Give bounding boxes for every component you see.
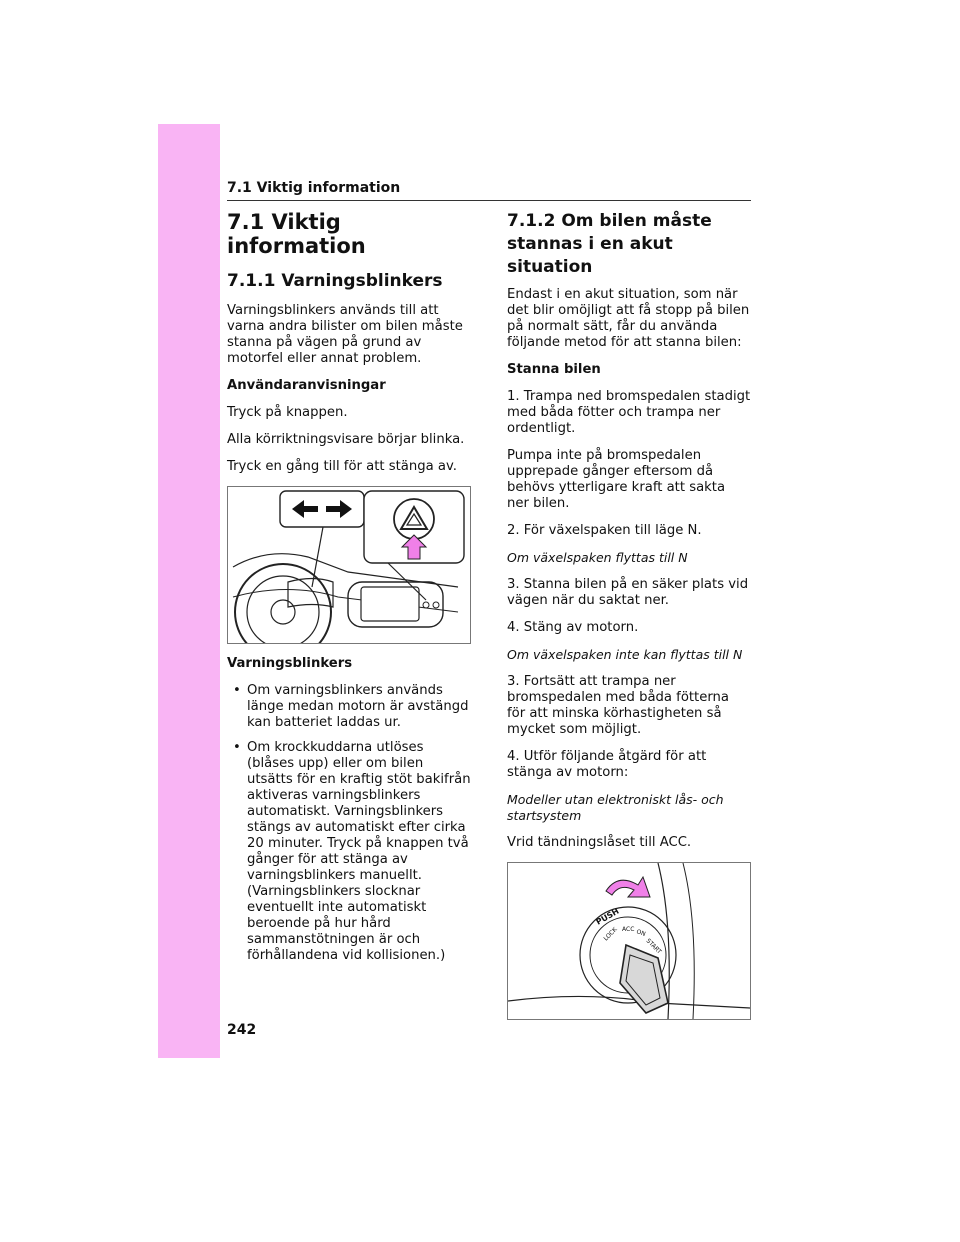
- section-title: 7.1 Viktig information: [227, 210, 366, 258]
- left-column: [227, 210, 471, 973]
- step-4a: 4. Stäng av motorn.: [507, 620, 639, 635]
- case-heading-2: Om växelspaken inte kan flyttas till N: [507, 647, 743, 662]
- case-heading-1: Om växelspaken flyttas till N: [507, 550, 688, 565]
- ignition-figure: [507, 862, 751, 1020]
- note-item: • Om varningsblinkers används länge medan motorn är avstängd kan batteriet laddas ur.: [239, 683, 471, 731]
- case-heading-3: Modeller utan elektroniskt lås- och startsystem: [507, 792, 724, 823]
- step-2: 2. För växelspaken till läge N.: [507, 523, 702, 538]
- header-rule: [227, 200, 751, 201]
- start-label: START: [644, 937, 663, 956]
- instruction-2: Alla körriktningsvisare börjar blinka.: [227, 432, 465, 447]
- step-1: 1. Trampa ned bromspedalen stadigt med båda fötter och trampa ner ordentligt.: [507, 389, 751, 436]
- step-3a: 3. Stanna bilen på en säker plats vid vägen när du saktat ner.: [507, 577, 749, 608]
- running-head: 7.1 Viktig information: [227, 180, 401, 196]
- subsection-title-emergency: 7.1.2 Om bilen måste stannas i en akut situation: [507, 211, 712, 277]
- subsection-title-hazard: 7.1.1 Varningsblinkers: [227, 271, 443, 291]
- hazard-figure: [227, 486, 471, 644]
- page-number: 242: [227, 1022, 257, 1038]
- emergency-intro: Endast i en akut situation, som när det blir omöjligt att få stopp på bilen på normalt sätt, får du använda följande metod för att stanna bilen:: [507, 287, 750, 350]
- note-item: • Om krockkuddarna utlöses (blåses upp) eller om bilen utsätts för en kraftig stöt bakifrån aktiveras varningsblinkers automatiskt. Varningsblinkers stängs av automatiskt efter cirka 20 minuter. Tryck på knappen två gånger för att stänga av varningsblinkers manuellt. (Varningsblinkers slocknar eventuellt inte automatiskt beroende på hur hård sammanstötningen är och förhållandena vid kollisionen.): [239, 740, 471, 964]
- section-tab: [158, 124, 220, 1058]
- last-step: Vrid tändningslåset till ACC.: [507, 835, 692, 850]
- step-1-note: Pumpa inte på bromspedalen upprepade gånger eftersom då behövs ytterligare kraft att sakta ner bilen.: [507, 448, 726, 511]
- instructions-heading: Användaranvisningar: [227, 378, 386, 393]
- stop-heading: Stanna bilen: [507, 362, 601, 377]
- push-label: PUSH: [594, 906, 621, 927]
- instruction-3: Tryck en gång till för att stänga av.: [227, 459, 457, 474]
- instruction-1: Tryck på knappen.: [227, 405, 348, 420]
- right-column: [507, 210, 751, 1032]
- lock-label: LOCK: [602, 926, 619, 943]
- intro-paragraph: Varningsblinkers används till att varna andra bilister om bilen måste stanna på vägen på grund av motorfel eller annat problem.: [227, 303, 463, 366]
- notes-list: [227, 683, 471, 964]
- step-3b: 3. Fortsätt att trampa ner bromspedalen med båda fötterna för att minska körhastigheten så mycket som möjligt.: [507, 674, 729, 737]
- acc-label: ACC: [622, 926, 635, 933]
- on-label: ON: [635, 928, 647, 939]
- figure-caption: Varningsblinkers: [227, 656, 353, 671]
- step-4b: 4. Utför följande åtgärd för att stänga av motorn:: [507, 749, 707, 780]
